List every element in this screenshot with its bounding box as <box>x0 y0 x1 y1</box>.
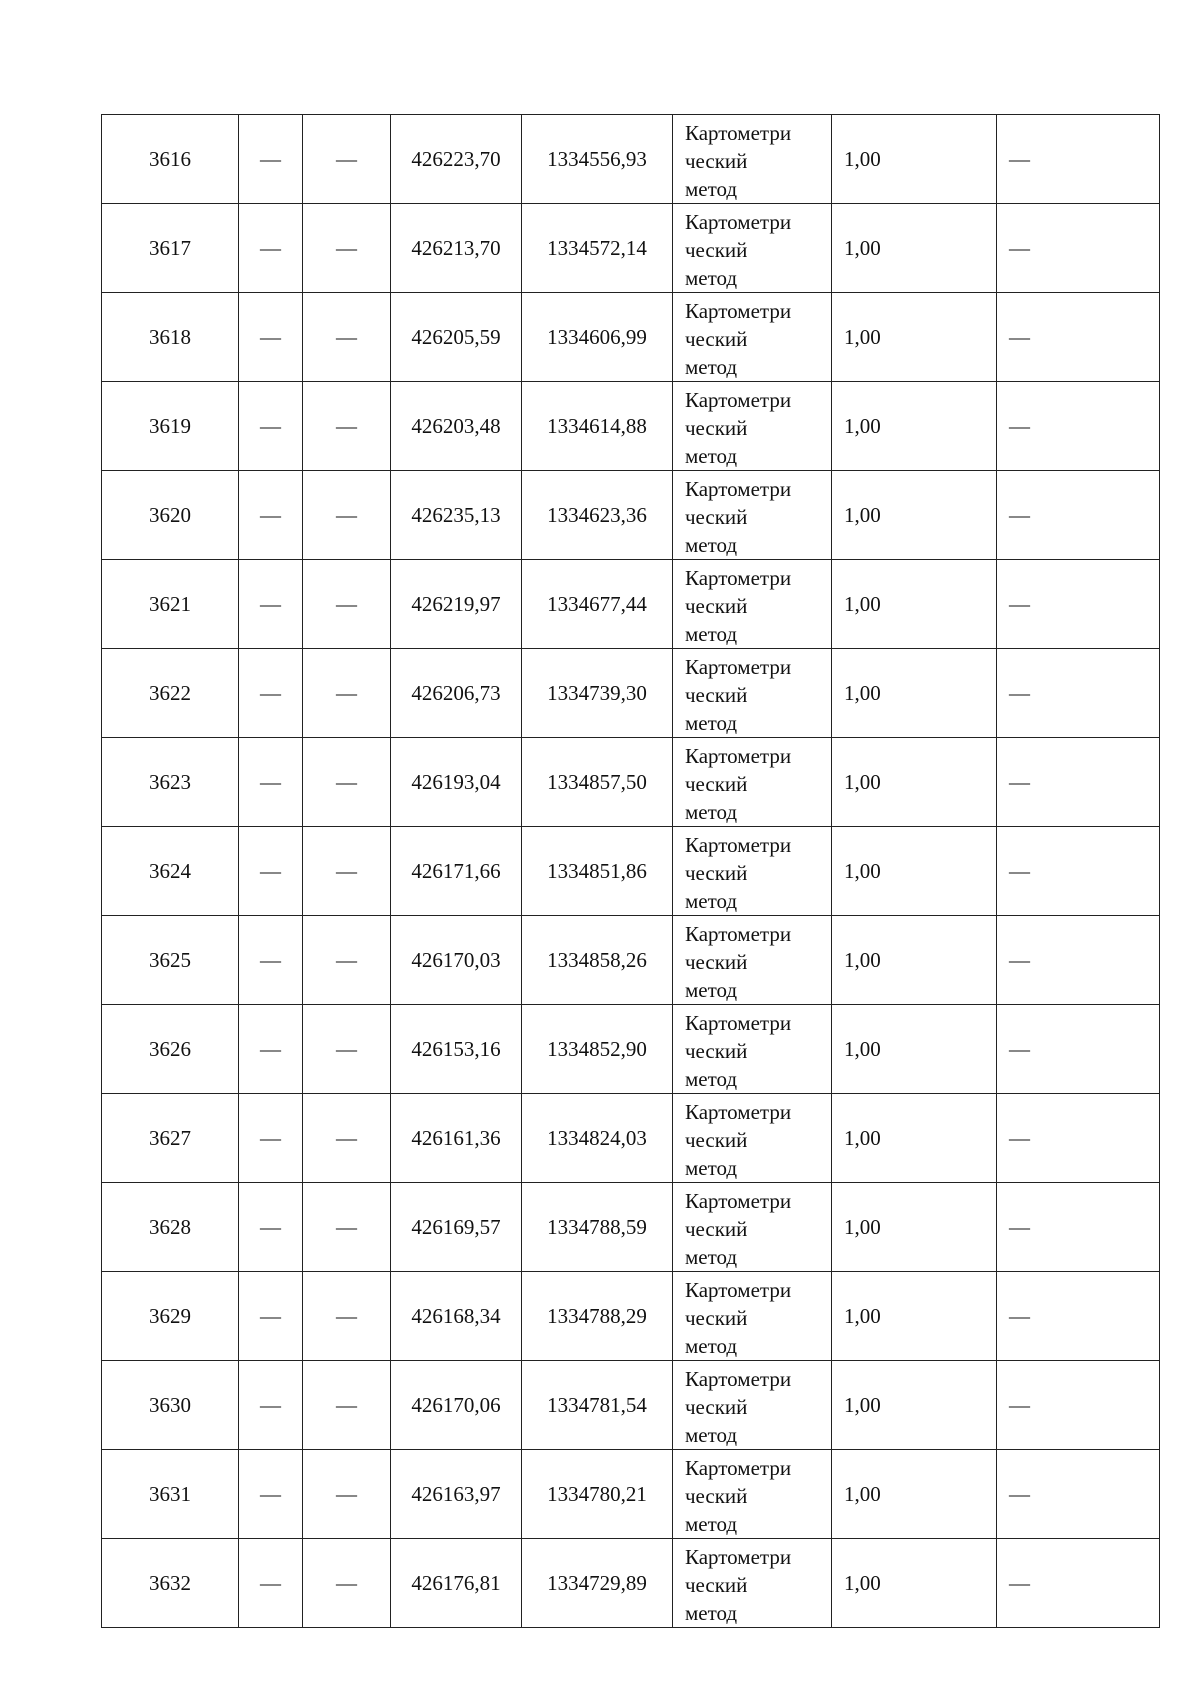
point-number-cell: 3621 <box>102 560 239 649</box>
method-text-line: метод <box>685 1512 738 1536</box>
accuracy-cell: 1,00 <box>832 204 997 293</box>
point-number-cell: 3632 <box>102 1539 239 1628</box>
accuracy-cell: 1,00 <box>832 1183 997 1272</box>
y-coordinate-cell: 1334556,93 <box>522 115 673 204</box>
x-coordinate-cell: 426205,59 <box>391 293 522 382</box>
empty-dash-cell: — <box>303 1539 391 1628</box>
point-number-cell: 3618 <box>102 293 239 382</box>
method-text-line: ческий <box>685 594 748 618</box>
accuracy-cell: 1,00 <box>832 1450 997 1539</box>
point-number-cell: 3625 <box>102 916 239 1005</box>
y-coordinate-cell: 1334623,36 <box>522 471 673 560</box>
accuracy-cell: 1,00 <box>832 115 997 204</box>
accuracy-cell: 1,00 <box>832 1094 997 1183</box>
method-text-line: метод <box>685 622 738 646</box>
method-text-line: метод <box>685 1601 738 1625</box>
y-coordinate-cell: 1334781,54 <box>522 1361 673 1450</box>
description-dash-cell: — <box>997 293 1160 382</box>
point-number-cell: 3628 <box>102 1183 239 1272</box>
method-text-line: Картометри <box>685 1456 792 1480</box>
empty-dash-cell: — <box>303 293 391 382</box>
accuracy-cell: 1,00 <box>832 471 997 560</box>
table-row <box>102 115 1160 204</box>
method-cell <box>673 1450 832 1539</box>
description-dash-cell: — <box>997 738 1160 827</box>
x-coordinate-cell: 426153,16 <box>391 1005 522 1094</box>
description-dash-cell: — <box>997 1450 1160 1539</box>
method-text-line: ческий <box>685 238 748 262</box>
method-cell <box>673 115 832 204</box>
method-text-line: Картометри <box>685 655 792 679</box>
y-coordinate-cell: 1334780,21 <box>522 1450 673 1539</box>
empty-dash-cell: — <box>303 916 391 1005</box>
method-text-line: метод <box>685 711 738 735</box>
y-coordinate-cell: 1334858,26 <box>522 916 673 1005</box>
accuracy-cell: 1,00 <box>832 1361 997 1450</box>
table-row <box>102 1094 1160 1183</box>
y-coordinate-cell: 1334788,59 <box>522 1183 673 1272</box>
table-row <box>102 1272 1160 1361</box>
point-number-cell: 3622 <box>102 649 239 738</box>
method-cell <box>673 293 832 382</box>
accuracy-cell: 1,00 <box>832 1272 997 1361</box>
description-dash-cell: — <box>997 471 1160 560</box>
x-coordinate-cell: 426161,36 <box>391 1094 522 1183</box>
y-coordinate-cell: 1334729,89 <box>522 1539 673 1628</box>
empty-dash-cell: — <box>239 1183 303 1272</box>
empty-dash-cell: — <box>303 560 391 649</box>
y-coordinate-cell: 1334677,44 <box>522 560 673 649</box>
x-coordinate-cell: 426206,73 <box>391 649 522 738</box>
empty-dash-cell: — <box>239 1450 303 1539</box>
accuracy-cell: 1,00 <box>832 1005 997 1094</box>
method-text-line: Картометри <box>685 922 792 946</box>
method-text-line: метод <box>685 355 738 379</box>
accuracy-cell: 1,00 <box>832 738 997 827</box>
description-dash-cell: — <box>997 649 1160 738</box>
method-text-line: ческий <box>685 772 748 796</box>
method-text-line: ческий <box>685 1039 748 1063</box>
description-dash-cell: — <box>997 1272 1160 1361</box>
method-text-line: метод <box>685 266 738 290</box>
empty-dash-cell: — <box>239 293 303 382</box>
method-cell <box>673 649 832 738</box>
empty-dash-cell: — <box>239 204 303 293</box>
table-row <box>102 382 1160 471</box>
table-row <box>102 1005 1160 1094</box>
method-cell <box>673 916 832 1005</box>
y-coordinate-cell: 1334824,03 <box>522 1094 673 1183</box>
method-text-line: Картометри <box>685 299 792 323</box>
y-coordinate-cell: 1334788,29 <box>522 1272 673 1361</box>
y-coordinate-cell: 1334857,50 <box>522 738 673 827</box>
empty-dash-cell: — <box>239 1005 303 1094</box>
method-cell <box>673 1272 832 1361</box>
table-row <box>102 1539 1160 1628</box>
method-text-line: ческий <box>685 505 748 529</box>
method-text-line: метод <box>685 978 738 1002</box>
method-cell <box>673 738 832 827</box>
empty-dash-cell: — <box>303 382 391 471</box>
point-number-cell: 3626 <box>102 1005 239 1094</box>
method-cell <box>673 1539 832 1628</box>
method-text-line: метод <box>685 800 738 824</box>
empty-dash-cell: — <box>239 738 303 827</box>
x-coordinate-cell: 426223,70 <box>391 115 522 204</box>
empty-dash-cell: — <box>239 471 303 560</box>
table-row <box>102 1183 1160 1272</box>
method-text-line: метод <box>685 889 738 913</box>
table-row <box>102 827 1160 916</box>
accuracy-cell: 1,00 <box>832 560 997 649</box>
table-row <box>102 293 1160 382</box>
point-number-cell: 3617 <box>102 204 239 293</box>
method-text-line: Картометри <box>685 1367 792 1391</box>
method-text-line: ческий <box>685 683 748 707</box>
method-text-line: ческий <box>685 1573 748 1597</box>
x-coordinate-cell: 426168,34 <box>391 1272 522 1361</box>
empty-dash-cell: — <box>239 560 303 649</box>
method-cell <box>673 1361 832 1450</box>
method-text-line: метод <box>685 533 738 557</box>
description-dash-cell: — <box>997 382 1160 471</box>
y-coordinate-cell: 1334851,86 <box>522 827 673 916</box>
method-text-line: Картометри <box>685 1189 792 1213</box>
y-coordinate-cell: 1334614,88 <box>522 382 673 471</box>
method-text-line: метод <box>685 1423 738 1447</box>
method-text-line: ческий <box>685 1484 748 1508</box>
method-text-line: метод <box>685 1245 738 1269</box>
empty-dash-cell: — <box>303 1450 391 1539</box>
description-dash-cell: — <box>997 916 1160 1005</box>
x-coordinate-cell: 426171,66 <box>391 827 522 916</box>
empty-dash-cell: — <box>239 115 303 204</box>
y-coordinate-cell: 1334606,99 <box>522 293 673 382</box>
method-text-line: ческий <box>685 1128 748 1152</box>
method-text-line: Картометри <box>685 744 792 768</box>
method-text-line: ческий <box>685 149 748 173</box>
method-text-line: метод <box>685 1334 738 1358</box>
method-cell <box>673 471 832 560</box>
description-dash-cell: — <box>997 1539 1160 1628</box>
method-text-line: ческий <box>685 1395 748 1419</box>
method-cell <box>673 827 832 916</box>
description-dash-cell: — <box>997 1183 1160 1272</box>
method-cell <box>673 382 832 471</box>
x-coordinate-cell: 426176,81 <box>391 1539 522 1628</box>
table-row <box>102 560 1160 649</box>
method-cell <box>673 1005 832 1094</box>
empty-dash-cell: — <box>303 1272 391 1361</box>
point-number-cell: 3630 <box>102 1361 239 1450</box>
method-text-line: Картометри <box>685 388 792 412</box>
method-text-line: Картометри <box>685 1545 792 1569</box>
empty-dash-cell: — <box>239 649 303 738</box>
description-dash-cell: — <box>997 1005 1160 1094</box>
table-row <box>102 1450 1160 1539</box>
empty-dash-cell: — <box>239 1361 303 1450</box>
method-cell <box>673 1094 832 1183</box>
accuracy-cell: 1,00 <box>832 382 997 471</box>
accuracy-cell: 1,00 <box>832 1539 997 1628</box>
empty-dash-cell: — <box>239 1539 303 1628</box>
method-text-line: метод <box>685 1067 738 1091</box>
method-cell <box>673 560 832 649</box>
point-number-cell: 3623 <box>102 738 239 827</box>
point-number-cell: 3624 <box>102 827 239 916</box>
empty-dash-cell: — <box>239 827 303 916</box>
x-coordinate-cell: 426163,97 <box>391 1450 522 1539</box>
method-text-line: Картометри <box>685 210 792 234</box>
table-row <box>102 1361 1160 1450</box>
point-number-cell: 3620 <box>102 471 239 560</box>
accuracy-cell: 1,00 <box>832 649 997 738</box>
method-text-line: Картометри <box>685 121 792 145</box>
method-text-line: Картометри <box>685 1278 792 1302</box>
empty-dash-cell: — <box>303 827 391 916</box>
x-coordinate-cell: 426170,03 <box>391 916 522 1005</box>
empty-dash-cell: — <box>239 1094 303 1183</box>
x-coordinate-cell: 426169,57 <box>391 1183 522 1272</box>
method-text-line: ческий <box>685 327 748 351</box>
point-number-cell: 3619 <box>102 382 239 471</box>
x-coordinate-cell: 426235,13 <box>391 471 522 560</box>
method-text-line: метод <box>685 177 738 201</box>
method-text-line: Картометри <box>685 1011 792 1035</box>
method-text-line: ческий <box>685 1306 748 1330</box>
description-dash-cell: — <box>997 560 1160 649</box>
x-coordinate-cell: 426193,04 <box>391 738 522 827</box>
empty-dash-cell: — <box>303 1361 391 1450</box>
method-text-line: Картометри <box>685 1100 792 1124</box>
description-dash-cell: — <box>997 204 1160 293</box>
point-number-cell: 3616 <box>102 115 239 204</box>
accuracy-cell: 1,00 <box>832 827 997 916</box>
empty-dash-cell: — <box>303 115 391 204</box>
table-row <box>102 649 1160 738</box>
method-text-line: Картометри <box>685 566 792 590</box>
description-dash-cell: — <box>997 1361 1160 1450</box>
table-row <box>102 738 1160 827</box>
y-coordinate-cell: 1334739,30 <box>522 649 673 738</box>
method-text-line: ческий <box>685 416 748 440</box>
point-number-cell: 3627 <box>102 1094 239 1183</box>
x-coordinate-cell: 426203,48 <box>391 382 522 471</box>
empty-dash-cell: — <box>239 382 303 471</box>
x-coordinate-cell: 426213,70 <box>391 204 522 293</box>
accuracy-cell: 1,00 <box>832 293 997 382</box>
y-coordinate-cell: 1334852,90 <box>522 1005 673 1094</box>
method-text-line: ческий <box>685 861 748 885</box>
empty-dash-cell: — <box>303 471 391 560</box>
point-number-cell: 3631 <box>102 1450 239 1539</box>
accuracy-cell: 1,00 <box>832 916 997 1005</box>
method-text-line: Картометри <box>685 833 792 857</box>
empty-dash-cell: — <box>303 1005 391 1094</box>
method-text-line: ческий <box>685 950 748 974</box>
method-text-line: метод <box>685 1156 738 1180</box>
table-row <box>102 471 1160 560</box>
table-row <box>102 204 1160 293</box>
table-row <box>102 916 1160 1005</box>
table-body <box>102 115 1160 1628</box>
method-text-line: метод <box>685 444 738 468</box>
empty-dash-cell: — <box>303 1183 391 1272</box>
point-number-cell: 3629 <box>102 1272 239 1361</box>
x-coordinate-cell: 426219,97 <box>391 560 522 649</box>
method-cell <box>673 1183 832 1272</box>
empty-dash-cell: — <box>239 1272 303 1361</box>
empty-dash-cell: — <box>303 1094 391 1183</box>
method-text-line: ческий <box>685 1217 748 1241</box>
empty-dash-cell: — <box>303 204 391 293</box>
empty-dash-cell: — <box>303 738 391 827</box>
description-dash-cell: — <box>997 1094 1160 1183</box>
empty-dash-cell: — <box>239 916 303 1005</box>
description-dash-cell: — <box>997 827 1160 916</box>
empty-dash-cell: — <box>303 649 391 738</box>
x-coordinate-cell: 426170,06 <box>391 1361 522 1450</box>
y-coordinate-cell: 1334572,14 <box>522 204 673 293</box>
method-cell <box>673 204 832 293</box>
method-text-line: Картометри <box>685 477 792 501</box>
coordinates-table <box>101 114 1160 1628</box>
description-dash-cell: — <box>997 115 1160 204</box>
